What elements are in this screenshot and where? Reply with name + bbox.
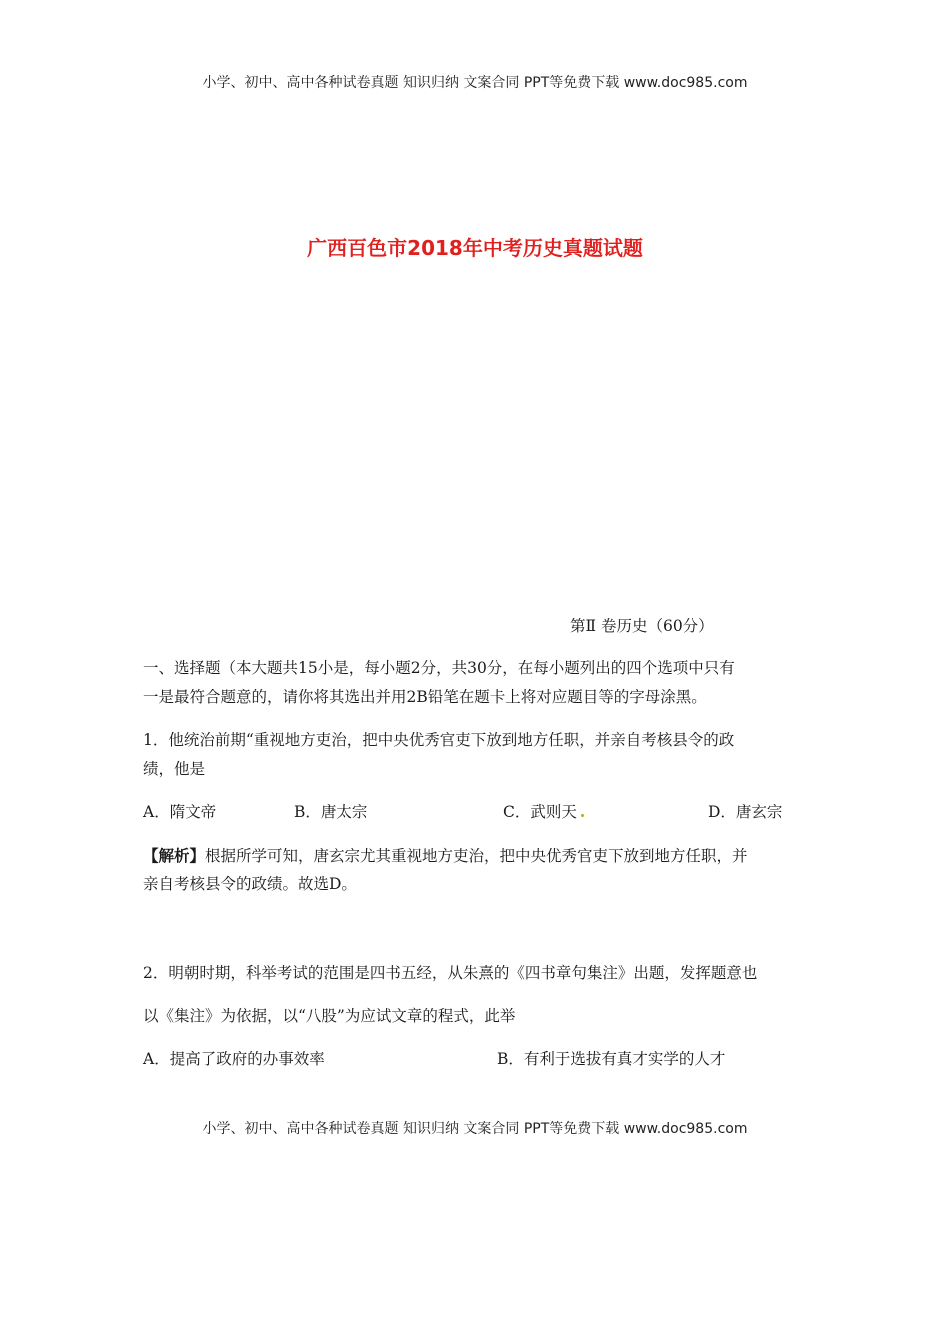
question-2-option-b: B．有利于选拔有真才实学的人才 [497, 1050, 726, 1068]
document-title: 广西百色市2018年中考历史真题试题 [307, 236, 643, 260]
question-1-option-b: B．唐太宗 [294, 803, 368, 821]
instructions-line-1: 一、选择题（本大题共15小是，每小题2分，共30分，在每小题列出的四个选项中只有 [143, 659, 735, 677]
question-1-analysis-line-2: 亲自考核县令的政绩。故选D。 [143, 875, 357, 893]
question-2-stem-line-1: 2．明朝时期，科举考试的范围是四书五经，从朱熹的《四书章句集注》出题，发挥题意也 [143, 964, 758, 982]
question-1-stem-line-1: 1．他统治前期“重视地方吏治，把中央优秀官吏下放到地方任职，并亲自考核县令的政 [143, 731, 735, 749]
question-2-option-a: A．提高了政府的办事效率 [143, 1050, 325, 1068]
page-header: 小学、初中、高中各种试卷真题 知识归纳 文案合同 PPT等免费下载 www.doc985.com [202, 75, 748, 91]
question-1-stem-line-2: 绩，他是 [143, 760, 206, 778]
question-1-option-a: A．隋文帝 [143, 803, 217, 821]
analysis-label: 【解析】 [143, 846, 206, 865]
question-1-option-c [503, 805, 584, 821]
analysis-text: 根据所学可知，唐玄宗尤其重视地方吏治，把中央优秀官吏下放到地方任职，并 [205, 847, 748, 865]
question-1-option-c-label: C．武则天 [503, 803, 577, 821]
annotation-dot [581, 814, 584, 817]
question-1-analysis-line-1 [143, 848, 748, 865]
question-2-stem-line-2: 以《集注》为依据，以“八股”为应试文章的程式，此举 [143, 1007, 516, 1025]
question-1-option-d: D．唐玄宗 [708, 803, 783, 821]
instructions-line-2: 一是最符合题意的，请你将其选出并用2B铅笔在题卡上将对应题目等的字母涂黑。 [143, 688, 707, 706]
page-footer: 小学、初中、高中各种试卷真题 知识归纳 文案合同 PPT等免费下载 www.doc985.com [202, 1121, 748, 1137]
section-heading: 第Ⅱ 卷历史（60分） [570, 617, 714, 635]
